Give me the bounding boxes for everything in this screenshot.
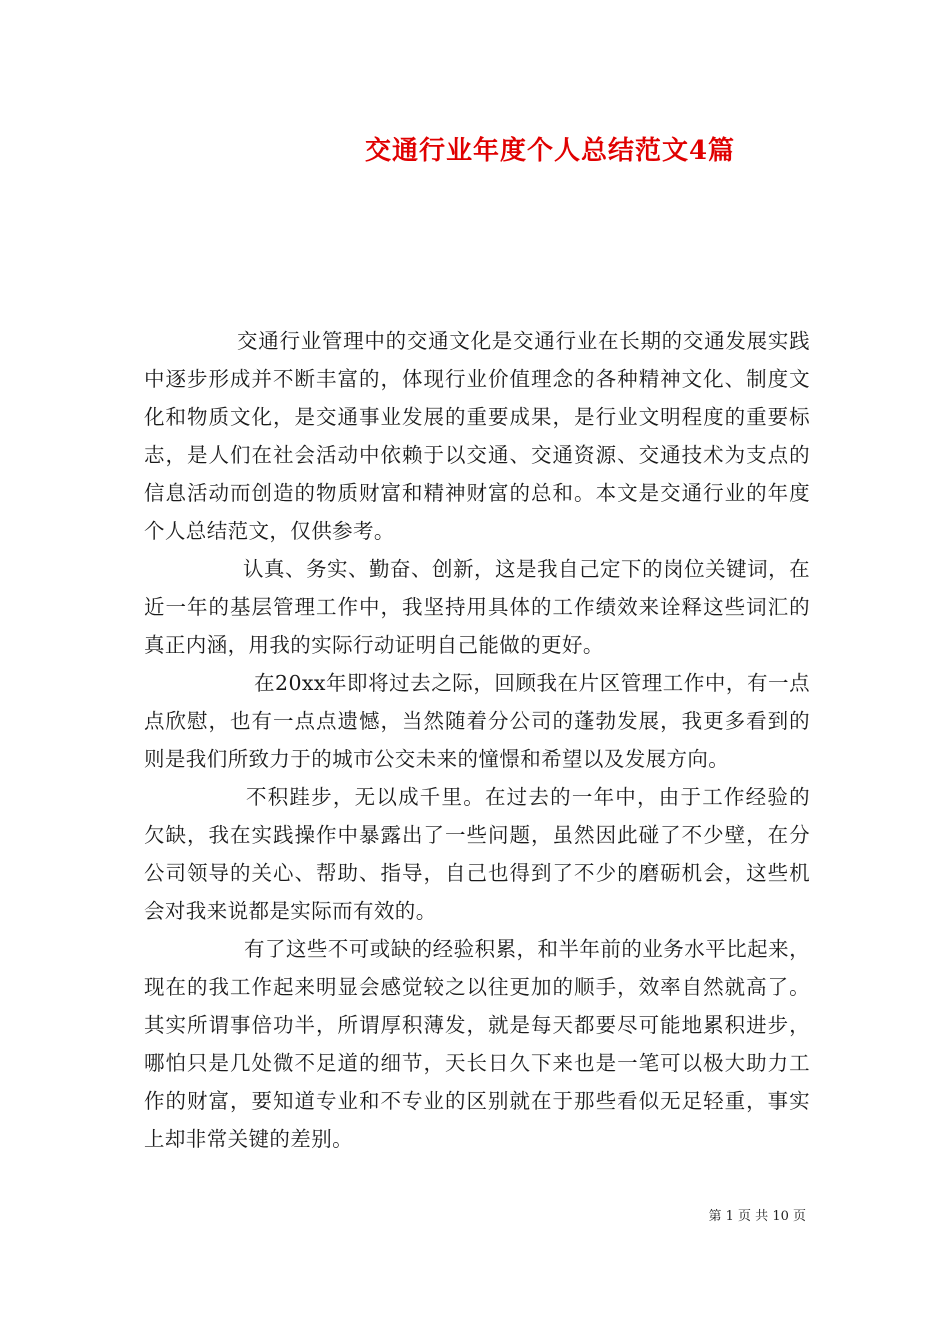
document-body [144,322,810,1158]
page-title-text: 交通行业年度个人总结范文4篇 [364,136,736,166]
paragraph-4: 不积跬步，无以成千里。在过去的一年中，由于工作经验的欠缺，我在实践操作中暴露出了一些问题，虽然因此碰了不少壁，在分公司领导的关心、帮助、指导，自己也得到了不少的磨砺机会，这些机会对我来说都是实际而有效的。 [144,785,810,923]
page-number-footer: 第 1 页 共 10 页 [708,1209,806,1224]
paragraph-5: 有了这些不可或缺的经验积累，和半年前的业务水平比起来，现在的我工作起来明显会感觉较之以往更加的顺手，效率自然就高了。其实所谓事倍功半，所谓厚积薄发，就是每天都要尽可能地累积进步，哪怕只是几处微不足道的细节，天长日久下来也是一笔可以极大助力工作的财富，要知道专业和不专业的区别就在于那些看似无足轻重，事实上却非常关键的差别。 [144,937,810,1151]
paragraph-2: 认真、务实、勤奋、创新，这是我自己定下的岗位关键词，在近一年的基层管理工作中，我坚持用具体的工作绩效来诠释这些词汇的真正内涵，用我的实际行动证明自己能做的更好。 [144,557,810,657]
page-title [0,130,950,167]
paragraph-1: 交通行业管理中的交通文化是交通行业在长期的交通发展实践中逐步形成并不断丰富的，体现行业价值理念的各种精神文化、制度文化和物质文化，是交通事业发展的重要成果，是行业文明程度的重要标志，是人们在社会活动中依赖于以交通、交通资源、交通技术为支点的信息活动而创造的物质财富和精神财富的总和。本文是交通行业的年度个人总结范文，仅供参考。 [144,329,810,543]
paragraph-3: 在20xx年即将过去之际，回顾我在片区管理工作中，有一点点欣慰，也有一点点遗憾，当然随着分公司的蓬勃发展，我更多看到的则是我们所致力于的城市公交未来的憧憬和希望以及发展方向。 [144,671,810,771]
